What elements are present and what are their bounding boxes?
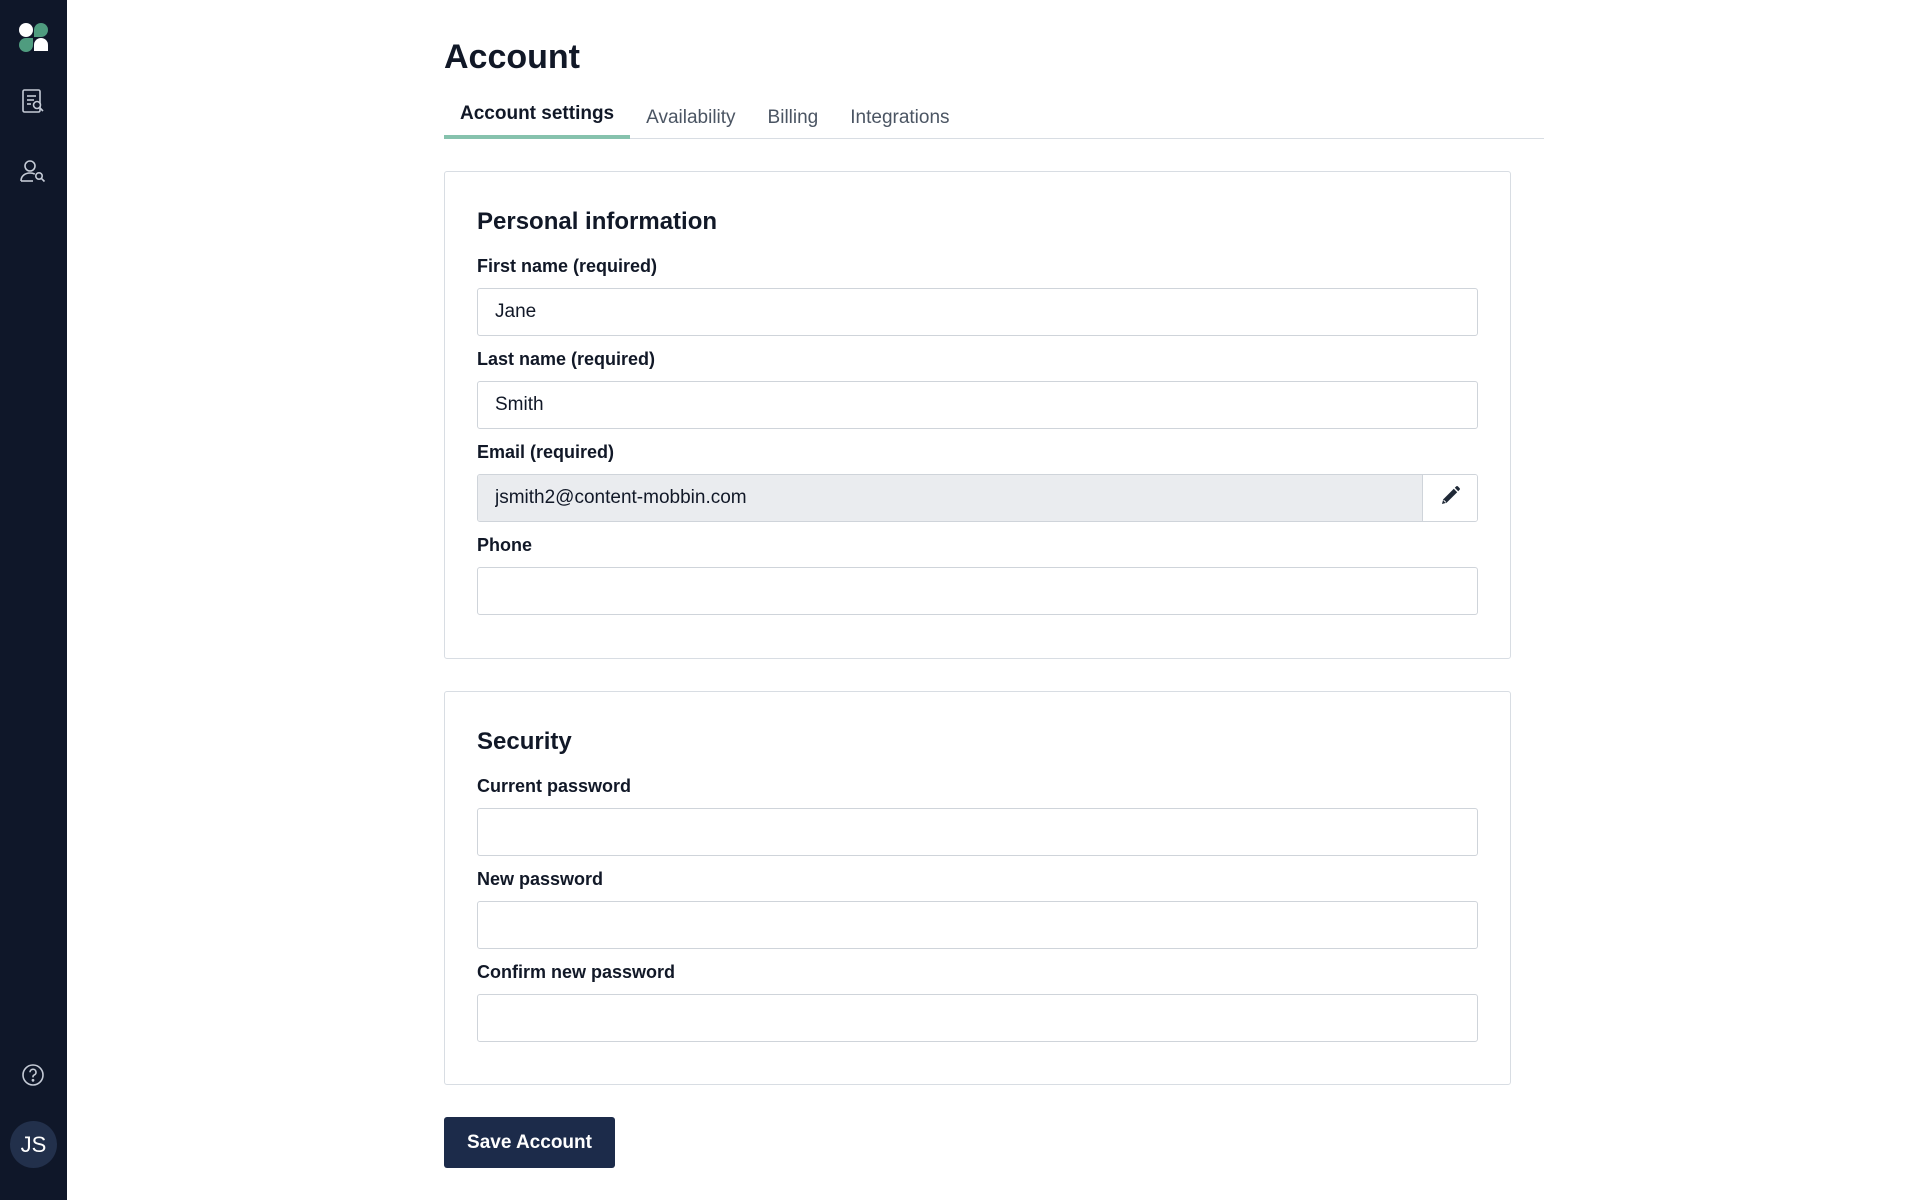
tab-billing[interactable] (752, 96, 835, 139)
tab-label: Account settings (460, 102, 615, 124)
tab-account-settings[interactable] (444, 96, 630, 139)
phone-field[interactable] (477, 567, 1478, 615)
last-name-label: Last name (required) (477, 349, 656, 369)
email-field[interactable] (478, 475, 1422, 521)
tab-availability[interactable] (630, 96, 751, 139)
email-label: Email (required) (477, 442, 615, 462)
app-logo-icon (17, 21, 49, 53)
section-title: Security (477, 728, 572, 755)
edit-email-button[interactable] (1422, 475, 1477, 521)
help-circle-icon[interactable] (17, 1059, 49, 1091)
first-name-field[interactable] (477, 288, 1478, 336)
last-name-field[interactable] (477, 381, 1478, 429)
avatar-initials: JS (20, 1131, 47, 1157)
tab-bar (444, 96, 1544, 139)
pencil-icon (1439, 485, 1461, 512)
confirm-password-field[interactable] (477, 994, 1478, 1042)
phone-label: Phone (477, 535, 533, 555)
personal-information-card (444, 171, 1511, 659)
sidebar (0, 0, 67, 1200)
current-password-label: Current password (477, 776, 632, 796)
avatar[interactable] (10, 1121, 57, 1168)
page-title: Account (444, 38, 580, 76)
first-name-label: First name (required) (477, 256, 658, 276)
document-search-icon[interactable] (17, 85, 49, 117)
section-title: Personal information (477, 208, 718, 235)
new-password-label: New password (477, 869, 604, 889)
new-password-field[interactable] (477, 901, 1478, 949)
tab-integrations[interactable] (834, 96, 965, 139)
tab-label: Integrations (850, 106, 950, 128)
email-field-group (477, 474, 1478, 522)
save-account-button[interactable]: Save Account (444, 1117, 615, 1168)
tab-label: Availability (646, 106, 736, 128)
tab-label: Billing (767, 106, 819, 128)
current-password-field[interactable] (477, 808, 1478, 856)
user-search-icon[interactable] (17, 155, 49, 187)
security-card (444, 691, 1511, 1085)
confirm-password-label: Confirm new password (477, 962, 676, 982)
